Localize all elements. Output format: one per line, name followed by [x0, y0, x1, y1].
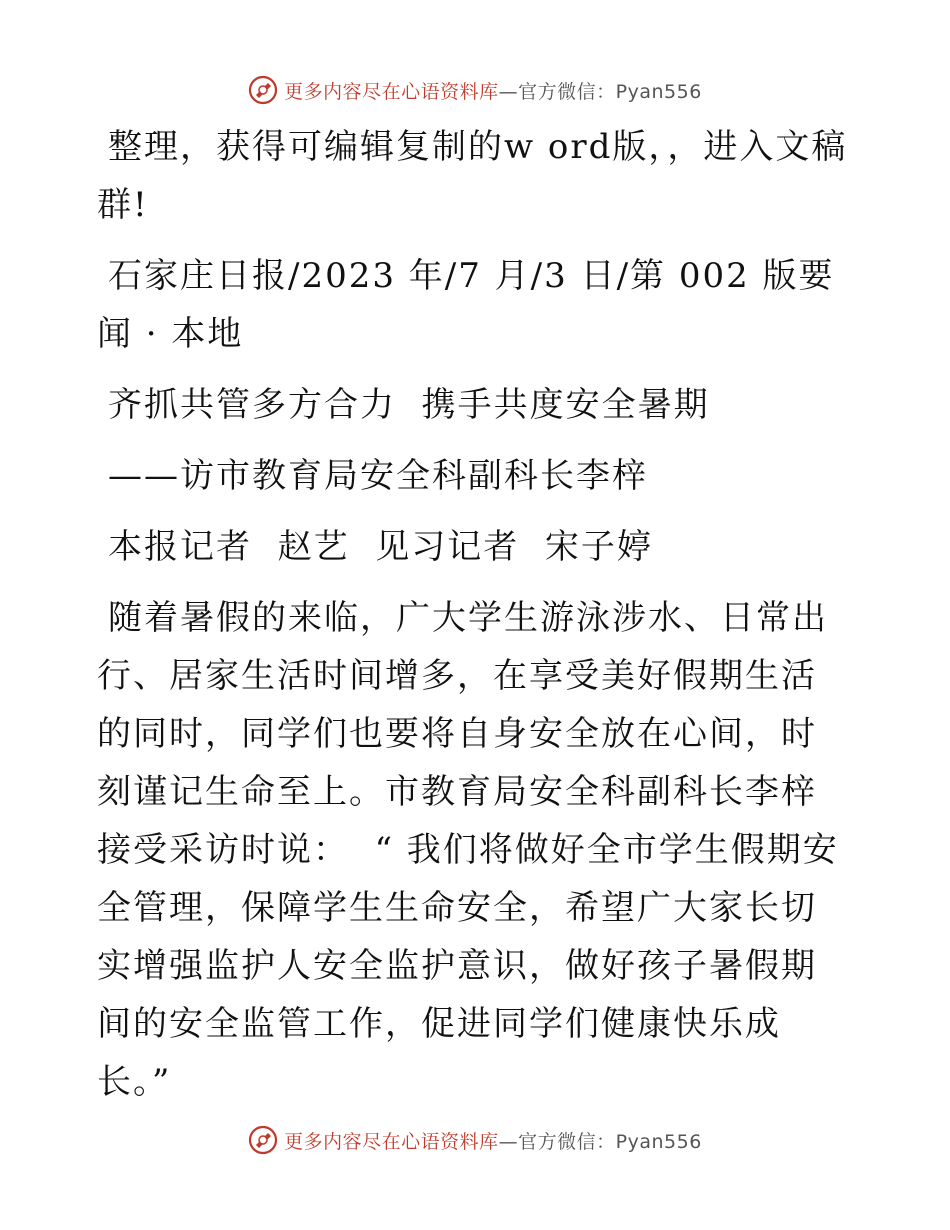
article-byline: 本报记者 赵艺 见习记者 宋子婷 — [108, 527, 653, 567]
document-body — [97, 118, 849, 1124]
article-body-paragraph: 随着暑假的来临，广大学生游泳涉水、日常出行、居家生活时间增多，在享受美好假期生活的同时，同学们也要将自身安全放在心间，时刻谨记生命至上。市教育局安全科副科长李梓接受采访时说： “ 我们将做好全市学生假期安全管理，保障学生生命安全，希望广大家长切实增强监护人安全监护意识，做好孩子暑假期间的安全监管工作，促进同学们健康快乐成长。” — [97, 598, 839, 1102]
seal-icon — [248, 1125, 278, 1155]
footer-banner — [0, 1120, 950, 1160]
footer-banner-text: 更多内容尽在心语资料库—官方微信：Pyan556 — [284, 1130, 702, 1153]
seal-icon — [248, 75, 278, 105]
intro-paragraph: 整理，获得可编辑复制的w ord版，，进入文稿群! — [97, 127, 848, 225]
article-subheadline: ——访市教育局安全科副科长李梓 — [108, 456, 648, 496]
source-line: 石家庄日报/2023 年/7 月/3 日/第 002 版要闻 · 本地 — [97, 256, 835, 354]
article-headline: 齐抓共管多方合力 携手共度安全暑期 — [108, 385, 710, 425]
header-banner-wechat: —官方微信：Pyan556 — [498, 80, 702, 103]
footer-banner-wechat: —官方微信：Pyan556 — [498, 1130, 702, 1153]
header-banner — [0, 70, 950, 110]
header-banner-text: 更多内容尽在心语资料库—官方微信：Pyan556 — [284, 80, 702, 103]
